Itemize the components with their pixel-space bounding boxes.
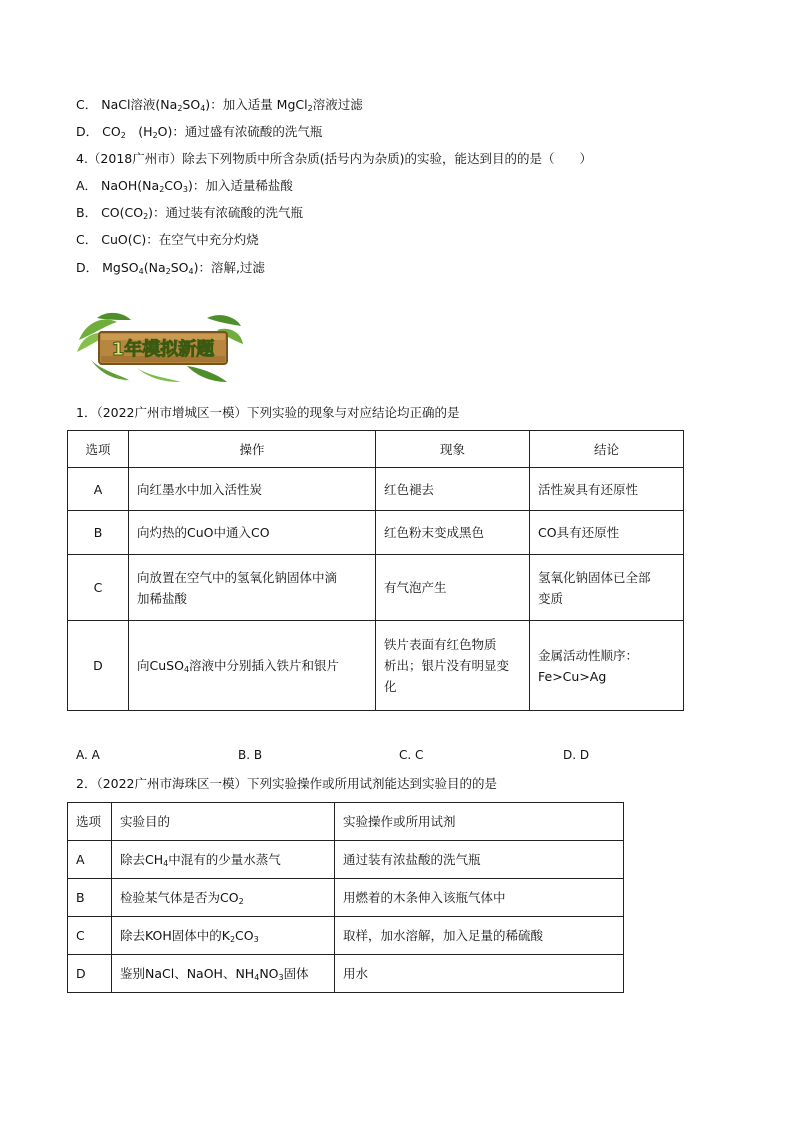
header-method: 实验操作或所用试剂: [335, 803, 624, 841]
cell-phenomenon: 有气泡产生: [376, 555, 530, 621]
cell-option: C: [68, 555, 129, 621]
table-row: [68, 917, 624, 955]
cell-goal: 检验某气体是否为$CO_2$: [112, 879, 335, 917]
table-row: [68, 511, 684, 555]
cell-conclusion: 金属活动性顺序： Fe>Cu>Ag: [530, 621, 684, 711]
cell-operation: 向放置在空气中的氢氧化钠固体中滴 加稀盐酸: [129, 555, 376, 621]
q1-answer-a: A. A: [76, 748, 100, 762]
q1-answer-b: B. B: [238, 748, 263, 762]
option-letter: A．: [76, 178, 98, 193]
cell-goal: 鉴别NaCl、NaOH、$NH_4NO_3$固体: [112, 955, 335, 993]
q4-stem: 4.（2018广州市）除去下列物质中所含杂质(括号内为杂质)的实验，能达到目的的是（ ）: [76, 151, 592, 166]
table-header-row: [68, 431, 684, 468]
cell-operation: 向红墨水中加入活性炭: [129, 468, 376, 511]
cell-option: D: [68, 955, 112, 993]
cell-conclusion: 活性炭具有还原性: [530, 468, 684, 511]
cell-conclusion: 氢氧化钠固体已全部 变质: [530, 555, 684, 621]
header-operation: 操作: [129, 431, 376, 468]
option-method: ：通过盛有浓硫酸的洗气瓶: [172, 124, 323, 139]
cell-operation: 向CuSO$_4$溶液中分别插入铁片和银片: [129, 621, 376, 711]
table-row: [68, 841, 624, 879]
table-row: [68, 468, 684, 511]
option-letter: C．: [76, 232, 98, 247]
q4-option-d: [76, 259, 265, 277]
cell-option: D: [68, 621, 129, 711]
table-row: [68, 955, 624, 993]
header-phenomenon: 现象: [376, 431, 530, 468]
option-letter: D．: [76, 260, 99, 275]
cell-phenomenon: 铁片表面有红色物质 析出；银片没有明显变 化: [376, 621, 530, 711]
cell-conclusion: CO具有还原性: [530, 511, 684, 555]
q4-option-c: [76, 231, 259, 249]
cell-option: B: [68, 511, 129, 555]
q2-stem: 2．（2022广州市海珠区一模）下列实验操作或所用试剂能达到实验目的的是: [76, 776, 498, 791]
table-row: [68, 555, 684, 621]
q1-stem: 1．（2022广州市增城区一模）下列实验的现象与对应结论均正确的是: [76, 405, 460, 420]
cell-method: 取样，加水溶解，加入足量的稀硫酸: [335, 917, 624, 955]
q1-answer-d: D. D: [563, 748, 590, 762]
option-letter: C．: [76, 97, 98, 112]
option-method: ：加入适量 MgCl$_2$溶液过滤: [210, 97, 363, 113]
cell-option: B: [68, 879, 112, 917]
option-text: $NaOH(Na_2CO_3)$：加入适量稀盐酸: [101, 178, 293, 194]
option-letter: D．: [76, 124, 99, 139]
option-letter: B．: [76, 205, 98, 220]
prev-option-d: [76, 123, 322, 141]
cell-option: A: [68, 468, 129, 511]
header-conclusion: 结论: [530, 431, 684, 468]
q1-answer-c: C. C: [399, 748, 424, 762]
table-header-row: [68, 803, 624, 841]
section-banner: [77, 312, 243, 382]
cell-option: C: [68, 917, 112, 955]
cell-phenomenon: 红色粉末变成黑色: [376, 511, 530, 555]
cell-operation: 向灼热的CuO中通入CO: [129, 511, 376, 555]
q4-option-b: [76, 204, 303, 222]
cell-goal: 除去$CH_4$中混有的少量水蒸气: [112, 841, 335, 879]
table-row: [68, 621, 684, 711]
q4-option-a: [76, 177, 293, 195]
cell-method: 用水: [335, 955, 624, 993]
cell-goal: 除去KOH固体中的$K_2CO_3$: [112, 917, 335, 955]
option-subject: $CO_2$ $(H_2O)$: [102, 124, 173, 140]
cell-option: A: [68, 841, 112, 879]
banner-text: 1年模拟新题: [111, 339, 215, 360]
header-option: 选项: [68, 431, 129, 468]
option-text: CuO(C)：在空气中充分灼烧: [101, 232, 259, 247]
q2-table: [67, 802, 624, 993]
option-text: $MgSO_4(Na_2SO_4)$：溶解,过滤: [102, 260, 265, 276]
prev-option-c: [76, 96, 363, 114]
option-text: $CO(CO_2)$：通过装有浓硫酸的洗气瓶: [101, 205, 304, 221]
q1-table: [67, 430, 684, 711]
option-subject: NaCl溶液$(Na_2SO_4)$: [101, 97, 211, 113]
header-option: 选项: [68, 803, 112, 841]
cell-method: 用燃着的木条伸入该瓶气体中: [335, 879, 624, 917]
table-row: [68, 879, 624, 917]
cell-phenomenon: 红色褪去: [376, 468, 530, 511]
header-goal: 实验目的: [112, 803, 335, 841]
cell-method: 通过装有浓盐酸的洗气瓶: [335, 841, 624, 879]
